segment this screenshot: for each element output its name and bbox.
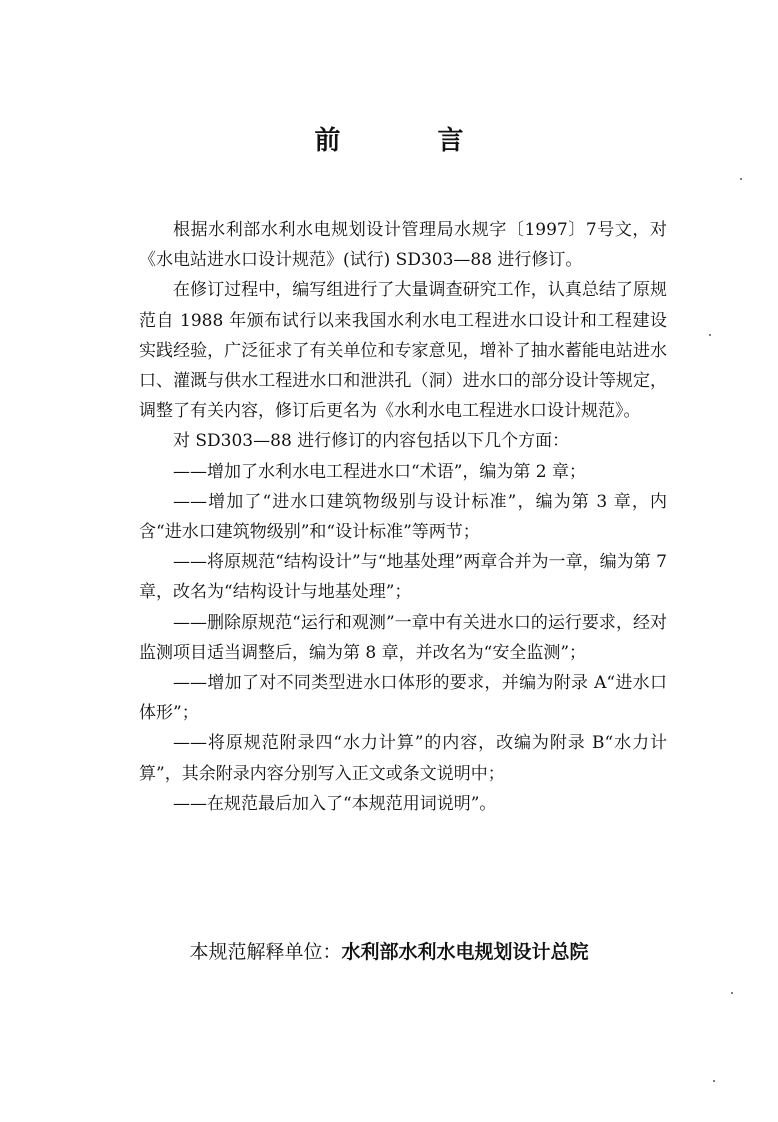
paragraph-1: 根据水利部水利水电规划设计管理局水规字〔1997〕7号文，对《水电站进水口设计规范》(试行) SD303—88 进行修订。 xyxy=(139,220,667,271)
list-item-grades: ——增加了“进水口建筑物级别与设计标准”，编为第 3 章，内含“进水口建筑物级别”和“设计标准”等两节； xyxy=(139,491,667,543)
interpretation-label: 本规范解释单位： xyxy=(189,941,342,963)
list-item-appendix-b: ——将原规范附录四“水力计算”的内容，改编为附录 B“水力计算”，其余附录内容分别写入正文或条文说明中； xyxy=(139,733,667,784)
scan-speck xyxy=(740,178,742,180)
scan-speck xyxy=(713,1080,715,1082)
list-item-wording: ——在规范最后加入了“本规范用词说明”。 xyxy=(173,793,497,814)
interpretation-unit-name: 水利部水利水电规划设计总院 xyxy=(341,941,589,963)
scan-speck xyxy=(709,334,711,336)
paragraph-2: 在修订过程中，编写组进行了大量调查研究工作，认真总结了原规范自 1988 年颁布试行以来我国水利水电工程进水口设计和工程建设实践经验，广泛征求了有关单位和专家意见，增补了抽水蓄能电站进水口、灌溉与供水工程进水口和泄洪孔（洞）进水口的部分设计等规定，调整了有关内容，修订后更名为《水利水电工程进水口设计规范》。 xyxy=(139,280,667,422)
scan-speck xyxy=(731,992,733,994)
interpretation-unit xyxy=(0,937,778,967)
list-item-monitoring: ——删除原规范“运行和观测”一章中有关进水口的运行要求，经对监测项目适当调整后，编为第 8 章，并改名为“安全监测”； xyxy=(139,612,667,663)
list-item-structure: ——将原规范“结构设计”与“地基处理”两章合并为一章，编为第 7 章，改名为“结构设计与地基处理”； xyxy=(139,552,667,603)
page-title: 前 言 xyxy=(314,126,508,156)
list-item-terms: ——增加了水利水电工程进水口“术语”，编为第 2 章； xyxy=(173,461,587,482)
list-item-appendix-a: ——增加了对不同类型进水口体形的要求，并编为附录 A“进水口体形”； xyxy=(139,673,667,724)
preface-body xyxy=(139,215,667,819)
paragraph-3: 对 SD303—88 进行修订的内容包括以下几个方面： xyxy=(173,431,570,452)
